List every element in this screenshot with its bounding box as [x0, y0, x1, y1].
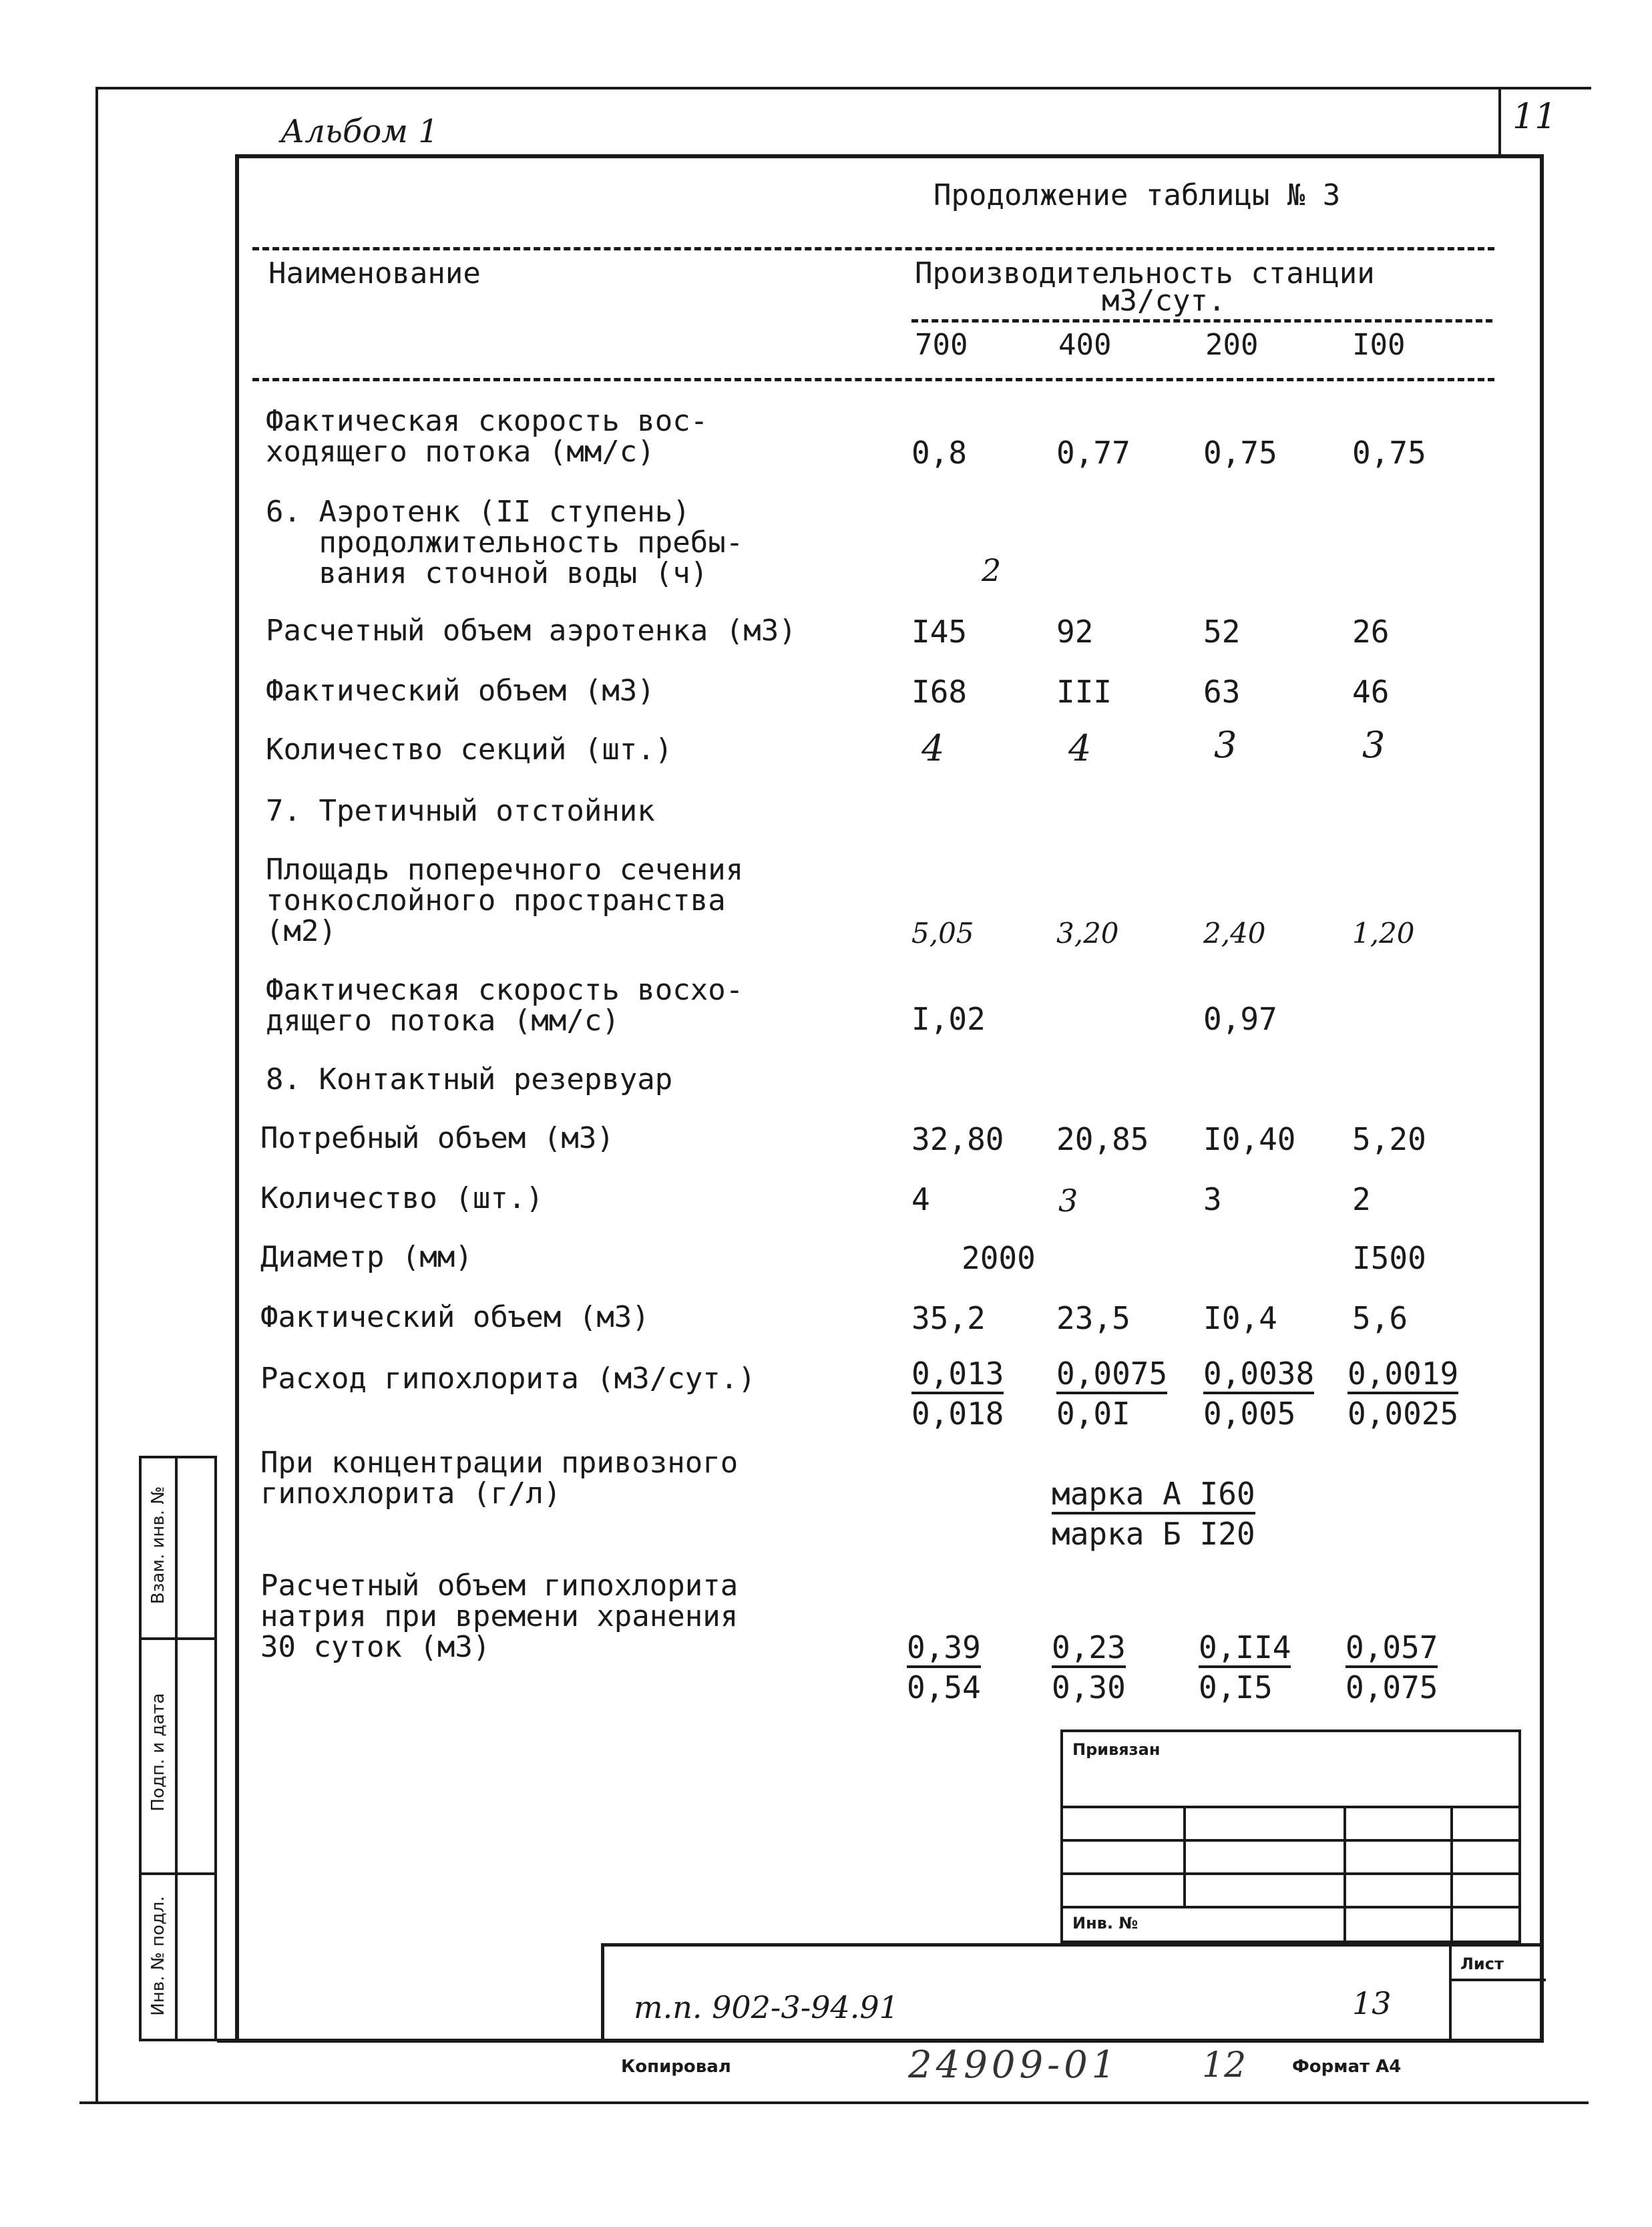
- header-dash-bottom: [252, 378, 1494, 381]
- row-sections-count-700: 4: [921, 727, 945, 769]
- row-hypochlorite-flow-400: [1056, 1356, 1167, 1433]
- table-continuation-title: Продолжение таблицы № 3: [934, 178, 1341, 212]
- row-required-volume-700: 32,80: [911, 1121, 1004, 1157]
- capacity-header: Производительность станции: [915, 256, 1375, 290]
- row-upflow-velocity-700: 0,8: [911, 435, 968, 471]
- copied-by-label: Копировал: [621, 2057, 731, 2077]
- row-hypochlorite-volume-100: [1346, 1629, 1438, 1707]
- row-required-volume-200: I0,40: [1203, 1121, 1296, 1157]
- privyazan-block: [1060, 1730, 1521, 1943]
- row-quantity-400: 3: [1058, 1183, 1078, 1219]
- row-required-volume-label: Потребный объем (м3): [260, 1121, 614, 1155]
- grade-a: марка А I60: [1052, 1476, 1255, 1514]
- side-stamp-inv: Инв. № подл.: [148, 1896, 168, 2016]
- row-quantity-label: Количество (шт.): [260, 1181, 544, 1215]
- row-calc-volume-100: 26: [1352, 614, 1390, 650]
- outer-frame-left: [95, 87, 98, 2103]
- header-dash-mid: [911, 319, 1492, 323]
- row-actual-volume-label: Фактический объем (м3): [266, 674, 655, 708]
- fraction-numerator: 0,0075: [1056, 1356, 1167, 1394]
- sheet-label-divider: [1449, 1979, 1546, 1981]
- col-100: I00: [1352, 328, 1406, 362]
- album-label: Альбом 1: [280, 113, 439, 150]
- row-required-volume-100: 5,20: [1352, 1121, 1426, 1157]
- row-upflow-velocity-400: 0,77: [1056, 435, 1130, 471]
- section-6-title: 6. Аэротенк (II ступень) продолжительность пребы- вания сточной воды (ч): [266, 495, 744, 590]
- fraction-denominator: 0,0I: [1056, 1396, 1130, 1432]
- copy-number: 12: [1202, 2045, 1247, 2085]
- order-number: 24909-01: [908, 2043, 1120, 2087]
- fraction-numerator: 0,057: [1346, 1629, 1438, 1668]
- side-stamp-column-divider: [175, 1458, 178, 2039]
- name-column-header: Наименование: [268, 256, 481, 290]
- row-sections-count-400: 4: [1068, 727, 1092, 769]
- row-sections-count-100: 3: [1362, 724, 1386, 766]
- inner-frame-top: [235, 154, 1542, 158]
- row-upflow-velocity-2-700: I,02: [911, 1001, 986, 1037]
- row-diameter-100: I500: [1352, 1240, 1426, 1276]
- document-code: т.п. 902-3-94.91: [634, 1989, 899, 2025]
- main-title-block: [601, 1943, 1544, 2043]
- privyazan-col-3: [1450, 1806, 1453, 1943]
- row-actual-volume-2-400: 23,5: [1056, 1300, 1130, 1336]
- grade-b: марка Б I20: [1052, 1516, 1255, 1552]
- row-calc-volume-400: 92: [1056, 614, 1094, 650]
- section-8-title: 8. Контактный резервуар: [266, 1062, 673, 1096]
- row-actual-volume-2-700: 35,2: [911, 1300, 986, 1336]
- format-label: Формат А4: [1292, 2057, 1402, 2077]
- fraction-denominator: 0,30: [1052, 1669, 1126, 1705]
- row-actual-volume-200: 63: [1203, 674, 1241, 710]
- fraction-numerator: 0,0019: [1348, 1356, 1458, 1394]
- fraction-denominator: 0,075: [1346, 1669, 1438, 1705]
- side-stamp: [139, 1456, 217, 2041]
- row-calc-volume-200: 52: [1203, 614, 1241, 650]
- row-cross-section-area-200: 2,40: [1203, 917, 1266, 950]
- fraction-denominator: 0,I5: [1199, 1669, 1273, 1705]
- fraction-denominator: 0,018: [911, 1396, 1004, 1432]
- row-quantity-200: 3: [1203, 1181, 1222, 1217]
- fraction-denominator: 0,54: [907, 1669, 981, 1705]
- row-sections-count-200: 3: [1214, 724, 1237, 766]
- row-diameter-700-400: 2000: [962, 1240, 1036, 1276]
- row-hypochlorite-flow-200: [1203, 1356, 1314, 1433]
- inner-frame-left: [235, 154, 239, 2041]
- row-required-volume-400: 20,85: [1056, 1121, 1149, 1157]
- col-700: 700: [915, 328, 968, 362]
- row-actual-volume-2-label: Фактический объем (м3): [260, 1300, 650, 1334]
- row-cross-section-area-400: 3,20: [1056, 917, 1119, 950]
- side-stamp-podp: Подп. и дата: [148, 1693, 168, 1812]
- sheet-number: 13: [1352, 1985, 1392, 2021]
- row-upflow-velocity-2-label: Фактическая скорость восхо- дящего потока (мм/с): [266, 973, 744, 1038]
- inv-number-label: Инв. №: [1072, 1914, 1139, 1933]
- header-dash-top: [252, 247, 1494, 250]
- fraction-numerator: 0,0038: [1203, 1356, 1314, 1394]
- row-concentration-grades: [1052, 1476, 1255, 1553]
- col-200: 200: [1205, 328, 1259, 362]
- outer-frame-top: [95, 87, 1591, 89]
- row-upflow-velocity-100: 0,75: [1352, 435, 1426, 471]
- privyazan-col-1: [1183, 1806, 1186, 1906]
- privyazan-label: Привязан: [1072, 1740, 1161, 1759]
- fraction-numerator: 0,23: [1052, 1629, 1126, 1668]
- row-actual-volume-100: 46: [1352, 674, 1390, 710]
- row-sections-count-label: Количество секций (шт.): [266, 733, 673, 767]
- corner-page-number: 11: [1512, 97, 1557, 137]
- row-hypochlorite-volume-200: [1199, 1629, 1291, 1707]
- inner-frame-right: [1540, 154, 1544, 2041]
- row-actual-volume-400: III: [1056, 674, 1112, 710]
- row-actual-volume-2-200: I0,4: [1203, 1300, 1277, 1336]
- row-hypochlorite-volume-label: Расчетный объем гипохлорита натрия при времени хранения 30 суток (м3): [260, 1569, 739, 1664]
- row-quantity-700: 4: [911, 1181, 930, 1217]
- row-calc-volume-700: I45: [911, 614, 968, 650]
- outer-frame-bottom: [79, 2101, 1589, 2104]
- row-hypochlorite-flow-700: [911, 1356, 1004, 1433]
- row-upflow-velocity-label: Фактическая скорость вос- ходящего потока (мм/с): [266, 404, 708, 469]
- fraction-denominator: 0,0025: [1348, 1396, 1459, 1432]
- fraction-numerator: 0,II4: [1199, 1629, 1291, 1668]
- section-7-title: 7. Третичный отстойник: [266, 794, 655, 828]
- fraction-denominator: 0,005: [1203, 1396, 1296, 1432]
- row-hypochlorite-flow-label: Расход гипохлорита (м3/сут.): [260, 1362, 756, 1396]
- row-upflow-velocity-200: 0,75: [1203, 435, 1277, 471]
- row-cross-section-area-label: Площадь поперечного сечения тонкослойного пространства (м2): [266, 853, 744, 948]
- row-upflow-velocity-2-200: 0,97: [1203, 1001, 1277, 1037]
- row-cross-section-area-700: 5,05: [911, 917, 974, 950]
- row-hypochlorite-volume-700: [907, 1629, 981, 1707]
- row-actual-volume-2-100: 5,6: [1352, 1300, 1408, 1336]
- corner-box-left: [1498, 87, 1501, 154]
- row-diameter-label: Диаметр (мм): [260, 1240, 473, 1274]
- privyazan-col-2: [1344, 1806, 1346, 1943]
- row-hypochlorite-flow-100: [1348, 1356, 1458, 1433]
- fraction-numerator: 0,013: [911, 1356, 1004, 1394]
- row-concentration-label: При концентрации привозного гипохлорита (г/л): [260, 1446, 739, 1510]
- side-stamp-vzam: Взам. инв. №: [148, 1486, 168, 1605]
- row-calc-volume-label: Расчетный объем аэротенка (м3): [266, 614, 797, 648]
- fraction-numerator: 0,39: [907, 1629, 981, 1668]
- row-actual-volume-700: I68: [911, 674, 968, 710]
- sheet-label: Лист: [1460, 1955, 1504, 1973]
- side-stamp-row-divider-2: [142, 1872, 214, 1875]
- section-6-duration-value: 2: [982, 552, 1002, 588]
- sheet-cell-divider: [1449, 1947, 1452, 2039]
- row-quantity-100: 2: [1352, 1181, 1371, 1217]
- row-cross-section-area-100: 1,20: [1352, 917, 1415, 950]
- col-400: 400: [1058, 328, 1112, 362]
- capacity-unit: м3/сут.: [1102, 284, 1226, 318]
- row-hypochlorite-volume-400: [1052, 1629, 1126, 1707]
